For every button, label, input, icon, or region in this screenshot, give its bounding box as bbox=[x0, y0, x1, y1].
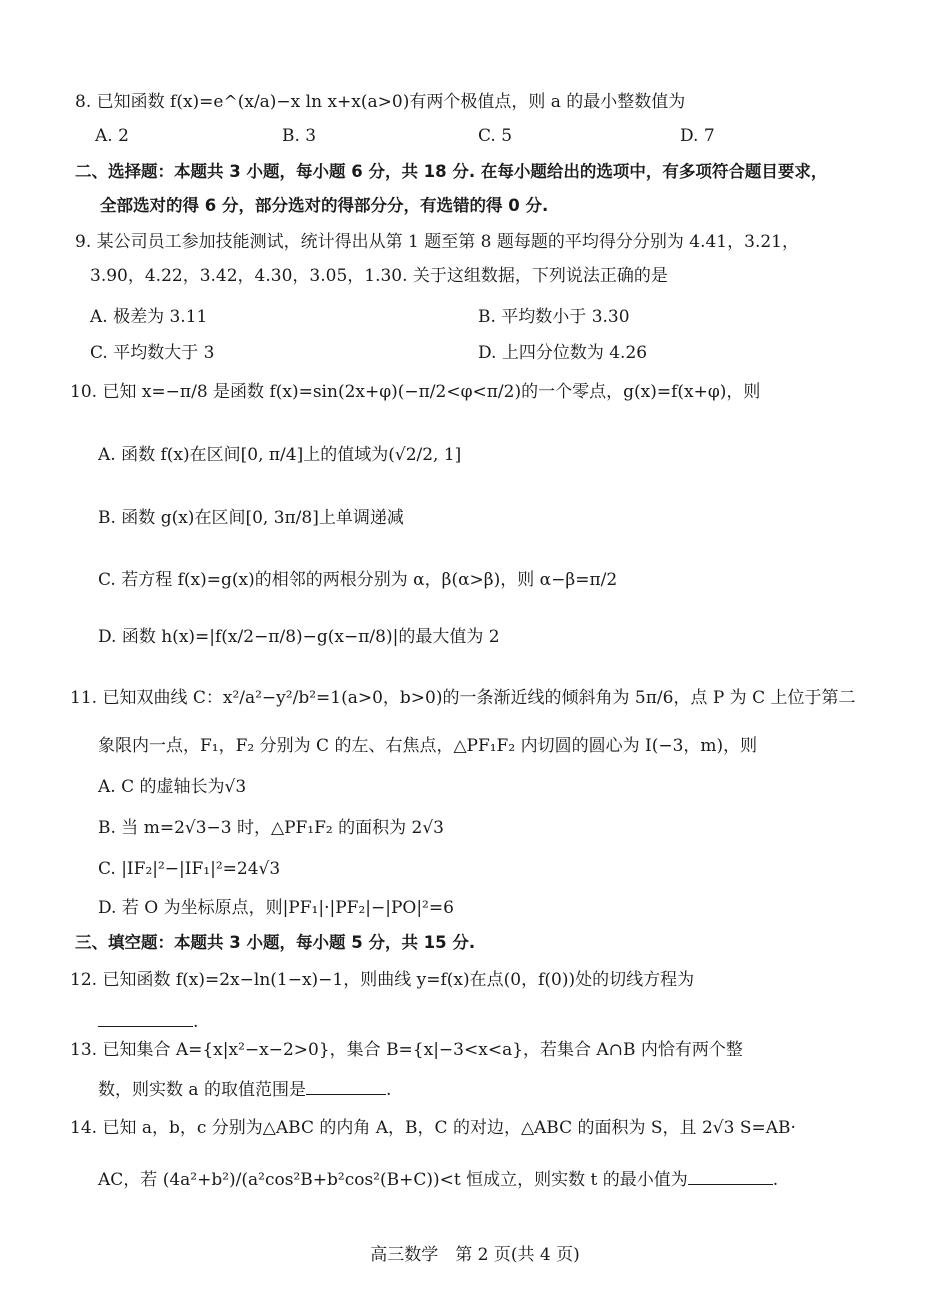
q12-stem: 12. 已知函数 f(x)=2x−ln(1−x)−1，则曲线 y=f(x)在点(0，f(0))处的切线方程为 bbox=[70, 970, 695, 990]
q10-option-c: C. 若方程 f(x)=g(x)的相邻的两根分别为 α，β(α>β)，则 α−β=π/2 bbox=[98, 570, 618, 590]
q8-option-d: D. 7 bbox=[680, 126, 715, 146]
section2-heading-line1: 二、选择题：本题共 3 小题，每小题 6 分，共 18 分. 在每小题给出的选项中，有多项符合题目要求， bbox=[75, 162, 828, 181]
q13-answer-blank[interactable] bbox=[306, 1078, 386, 1095]
q9-option-b: B. 平均数小于 3.30 bbox=[478, 307, 630, 327]
q11-option-d: D. 若 O 为坐标原点，则|PF₁|·|PF₂|−|PO|²=6 bbox=[98, 898, 454, 918]
q10-option-b: B. 函数 g(x)在区间[0, 3π/8]上单调递减 bbox=[98, 508, 404, 528]
q9-option-a: A. 极差为 3.11 bbox=[90, 307, 208, 327]
q12-period: . bbox=[193, 1012, 199, 1032]
q8-stem bbox=[75, 92, 685, 112]
q10-option-d: D. 函数 h(x)=|f(x/2−π/8)−g(x−π/8)|的最大值为 2 bbox=[98, 627, 500, 647]
q10-stem: 10. 已知 x=−π/8 是函数 f(x)=sin(2x+φ)(−π/2<φ<π/2)的一个零点，g(x)=f(x+φ)，则 bbox=[70, 382, 761, 402]
q8-option-b: B. 3 bbox=[282, 126, 317, 146]
page-footer: 高三数学 第 2 页(共 4 页) bbox=[370, 1245, 580, 1265]
q9-option-c: C. 平均数大于 3 bbox=[90, 343, 215, 363]
section2-heading-line2: 全部选对的得 6 分，部分选对的得部分分，有选错的得 0 分. bbox=[100, 196, 549, 215]
q14-answer-blank[interactable] bbox=[688, 1168, 773, 1185]
q12-answer-line bbox=[98, 1010, 198, 1032]
q9-stem-line2: 3.90，4.22，3.42，4.30，3.05，1.30. 关于这组数据，下列说法正确的是 bbox=[90, 266, 668, 286]
q11-stem-line2: 象限内一点，F₁，F₂ 分别为 C 的左、右焦点，△PF₁F₂ 内切圆的圆心为 I(−3，m)，则 bbox=[98, 736, 758, 756]
q9-stem-line1: 9. 某公司员工参加技能测试，统计得出从第 1 题至第 8 题每题的平均得分分别为 4.41，3.21， bbox=[75, 232, 799, 252]
q14-stem-line1: 14. 已知 a，b，c 分别为△ABC 的内角 A，B，C 的对边，△ABC 的面积为 S，且 2√3 S=AB· bbox=[70, 1118, 796, 1138]
q13-stem-line2-wrap: 数，则实数 a 的取值范围是 . bbox=[98, 1080, 392, 1100]
q11-stem: 11. 已知双曲线 C：x²/a²−y²/b²=1(a>0，b>0)的一条渐近线的倾斜角为 5π/6，点 P 为 C 上位于第二 bbox=[70, 688, 856, 708]
q11-option-a: A. C 的虚轴长为√3 bbox=[98, 777, 247, 797]
q12-answer-blank[interactable] bbox=[98, 1010, 193, 1027]
q9-option-d: D. 上四分位数为 4.26 bbox=[478, 343, 648, 363]
q14-stem-line2: AC，若 (4a²+b²)/(a²cos²B+b²cos²(B+C))<t 恒成立，则实数 t 的最小值为 bbox=[98, 1170, 688, 1190]
q11-option-c: C. |IF₂|²−|IF₁|²=24√3 bbox=[98, 859, 281, 879]
q8-option-a: A. 2 bbox=[95, 126, 129, 146]
q8-stem-text: 8. 已知函数 f(x)=e^(x/a)−x ln x+x(a>0)有两个极值点，则 a 的最小整数值为 bbox=[75, 92, 686, 112]
q14-stem-line2-wrap: AC，若 (4a²+b²)/(a²cos²B+b²cos²(B+C))<t 恒成立，则实数 t 的最小值为 . bbox=[98, 1170, 779, 1190]
section3-heading: 三、填空题：本题共 3 小题，每小题 5 分，共 15 分. bbox=[75, 933, 476, 952]
q10-option-a: A. 函数 f(x)在区间[0, π/4]上的值域为(√2/2, 1] bbox=[98, 445, 462, 465]
q8-option-c: C. 5 bbox=[478, 126, 513, 146]
q13-stem-line1: 13. 已知集合 A={x|x²−x−2>0}，集合 B={x|−3<x<a}，若集合 A∩B 内恰有两个整 bbox=[70, 1040, 743, 1060]
q11-option-b: B. 当 m=2√3−3 时，△PF₁F₂ 的面积为 2√3 bbox=[98, 818, 445, 838]
q13-stem-line2: 数，则实数 a 的取值范围是 bbox=[98, 1080, 306, 1100]
